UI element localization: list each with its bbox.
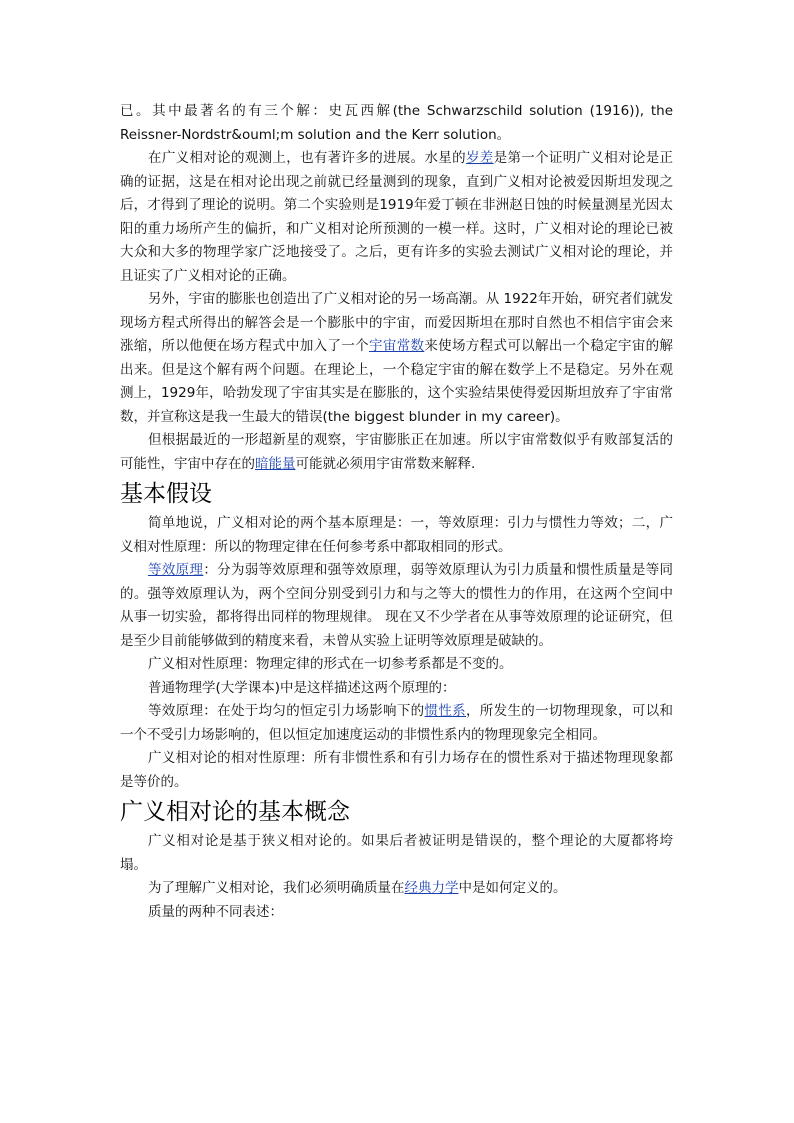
paragraph-mass-definition: 为了理解广义相对论，我们必须明确质量在经典力学中是如何定义的。 <box>148 880 567 896</box>
link-inertial-frame[interactable]: 惯性系 <box>424 703 466 719</box>
link-classical-mechanics[interactable]: 经典力学 <box>404 880 459 896</box>
paragraph-expansion: 另外，宇宙的膨胀也创造出了广义相对论的另一场高潮。从 1922年开始，研究者们就发现场方程式所得出的解答会是一个膨胀中的宇宙，而爱因斯坦在那时自然也不相信宇宙会来涨缩，所以他便在场方程式中加入了一个宇宙常数来使场方程式可以解出一个稳定宇宙的解出来。但是这个解有两个问题。在理论上，一个稳定宇宙的解在数学上不是稳定。另外在观测上，1929年，哈勃发现了宇宙其实是在膨胀的，这个实验结果使得爱因斯坦放弃了宇宙常数，并宣称这是我一生最大的错误(the biggest blunder in my career)。 <box>120 291 674 425</box>
document-page <box>120 100 673 924</box>
heading-basic-assumptions: 基本假设 <box>120 481 212 507</box>
paragraph-mass-two-expressions: 质量的两种不同表述： <box>148 903 283 920</box>
paragraph-solutions: 已。其中最著名的有三个解：史瓦西解(the Schwarzschild solution (1916)), the Reissner-Nordstr&ouml;m solution and the Kerr solution。 <box>120 103 673 143</box>
paragraph-observations: 在广义相对论的观测上，也有著许多的进展。水星的岁差是第一个证明广义相对论是正确的证据，这是在相对论出现之前就已经量测到的现象，直到广义相对论被爱因斯坦发现之后，才得到了理论的说明。第二个实验则是1919年爱丁顿在非洲赵日蚀的时候量测星光因太阳的重力场所产生的偏折，和广义相对论所预测的一模一样。这时，广义相对论的理论已被大众和大多的物理学家广泛地接受了。之后，更有许多的实验去测试广义相对论的理论，并且证实了广义相对论的正确。 <box>120 150 674 284</box>
paragraph-relativity-principle: 广义相对性原理：物理定律的形式在一切参考系都是不变的。 <box>148 656 513 672</box>
link-equivalence-principle[interactable]: 等效原理 <box>148 562 204 578</box>
paragraph-textbook: 普通物理学(大学课本)中是这样描述这两个原理的： <box>148 679 456 696</box>
link-dark-energy[interactable]: 暗能量 <box>255 455 296 472</box>
paragraph-relativity-definition: 广义相对论的相对性原理：所有非惯性系和有引力场存在的惯性系对于描述物理现象都是等价的。 <box>120 750 673 790</box>
paragraph-equivalence: 等效原理：分为弱等效原理和强等效原理，弱等效原理认为引力质量和惯性质量是等同的。强等效原理认为，两个空间分别受到引力和与之等大的惯性力的作用，在这两个空间中从事一切实验，都将得出同样的物理规律。 现在又不少学者在从事等效原理的论证研究，但是至少目前能够做到的精度来看，未曾从实验上证明等效原理是破缺的。 <box>120 562 674 649</box>
link-cosmological-constant[interactable]: 宇宙常数 <box>369 338 425 354</box>
link-precession[interactable]: 岁差 <box>465 150 494 166</box>
paragraph-dark-energy: 但根据最近的一形超新星的观察，宇宙膨胀正在加速。所以宇宙常数似乎有败部复活的可能性，宇宙中存在的暗能量可能就必须用宇宙常数来解释. <box>120 432 673 472</box>
paragraph-two-principles: 简单地说，广义相对论的两个基本原理是：一，等效原理：引力与惯性力等效；二，广义相对性原理：所以的物理定律在任何参考系中都取相同的形式。 <box>120 515 673 555</box>
paragraph-special-relativity-basis: 广义相对论是基于狭义相对论的。如果后者被证明是错误的，整个理论的大厦都将垮塌。 <box>120 833 673 873</box>
heading-basic-concepts: 广义相对论的基本概念 <box>120 799 350 825</box>
paragraph-equivalence-definition: 等效原理：在处于均匀的恒定引力场影响下的惯性系，所发生的一切物理现象，可以和一个不受引力场影响的，但以恒定加速度运动的非惯性系内的物理现象完全相同。 <box>120 703 674 743</box>
